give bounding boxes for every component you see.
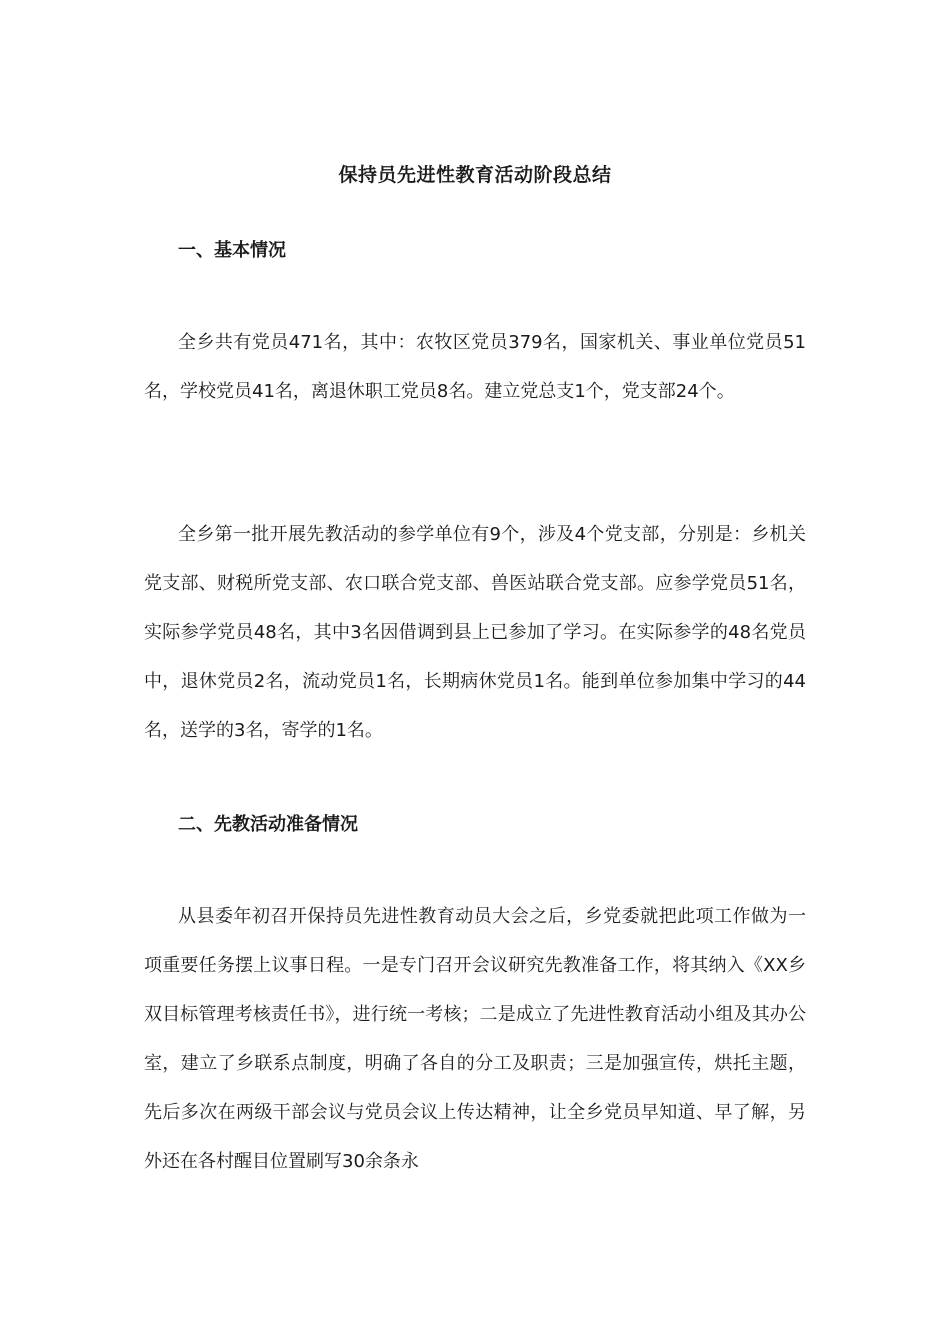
paragraph-preparation-work: 从县委年初召开保持员先进性教育动员大会之后，乡党委就把此项工作做为一项重要任务摆上议事日程。一是专门召开会议研究先教准备工作，将其纳入《XX乡双目标管理考核责任书》，进行统一考核；二是成立了先进性教育活动小组及其办公室，建立了乡联系点制度，明确了各自的分工及职责；三是加强宣传，烘托主题，先后多次在两级干部会议与党员会议上传达精神，让全乡党员早知道、早了解，另外还在各村醒目位置刷写30余条永 bbox=[144, 906, 806, 1172]
section-heading-preparation: 二、先教活动准备情况 bbox=[178, 814, 358, 835]
document-title: 保持员先进性教育活动阶段总结 bbox=[338, 164, 612, 186]
section-heading-basic-situation: 一、基本情况 bbox=[178, 240, 286, 261]
paragraph-participating-units: 全乡第一批开展先教活动的参学单位有9个，涉及4个党支部，分别是：乡机关党支部、财税所党支部、农口联合党支部、兽医站联合党支部。应参学党员51名，实际参学党员48名，其中3名因借调到县上已参加了学习。在实际参学的48名党员中，退休党员2名，流动党员1名，长期病休党员1名。能到单位参加集中学习的44名，送学的3名，寄学的1名。 bbox=[144, 524, 806, 741]
paragraph-party-member-counts: 全乡共有党员471名，其中：农牧区党员379名，国家机关、事业单位党员51名，学校党员41名，离退休职工党员8名。建立党总支1个，党支部24个。 bbox=[144, 332, 806, 402]
